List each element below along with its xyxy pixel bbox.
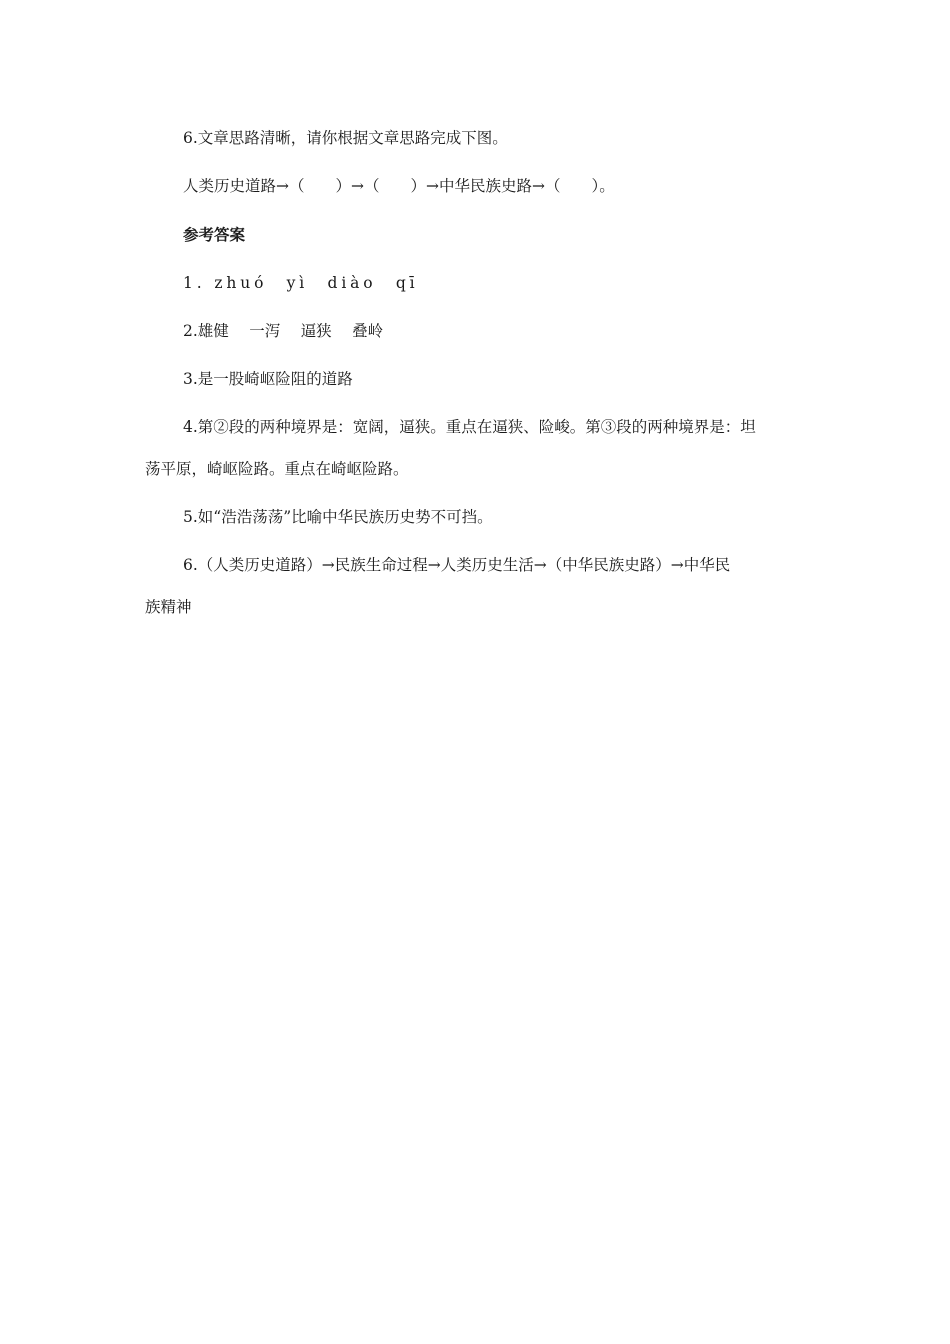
answer-4-line-2: 荡平原，崎岖险路。重点在崎岖险路。 [145, 460, 409, 478]
answer-5: 5.如“浩浩荡荡”比喻中华民族历史势不可挡。 [183, 508, 493, 526]
question-6-chain: 人类历史道路→（ ）→（ ）→中华民族史路→（ ）。 [183, 177, 615, 195]
question-6-prompt: 6.文章思路清晰，请你根据文章思路完成下图。 [183, 129, 508, 147]
answers-heading: 参考答案 [183, 226, 246, 244]
answer-1: 1. zhuó yì diào qī [183, 274, 419, 292]
answer-3: 3.是一股崎岖险阻的道路 [183, 370, 353, 388]
answer-6-line-1: 6.（人类历史道路）→民族生命过程→人类历史生活→（中华民族史路）→中华民 [183, 556, 731, 574]
answer-2: 2.雄健 一泻 逼狭 叠岭 [183, 322, 384, 340]
answer-6-line-2: 族精神 [145, 598, 192, 616]
answer-4-line-1: 4.第②段的两种境界是：宽阔，逼狭。重点在逼狭、险峻。第③段的两种境界是：坦 [183, 418, 756, 436]
